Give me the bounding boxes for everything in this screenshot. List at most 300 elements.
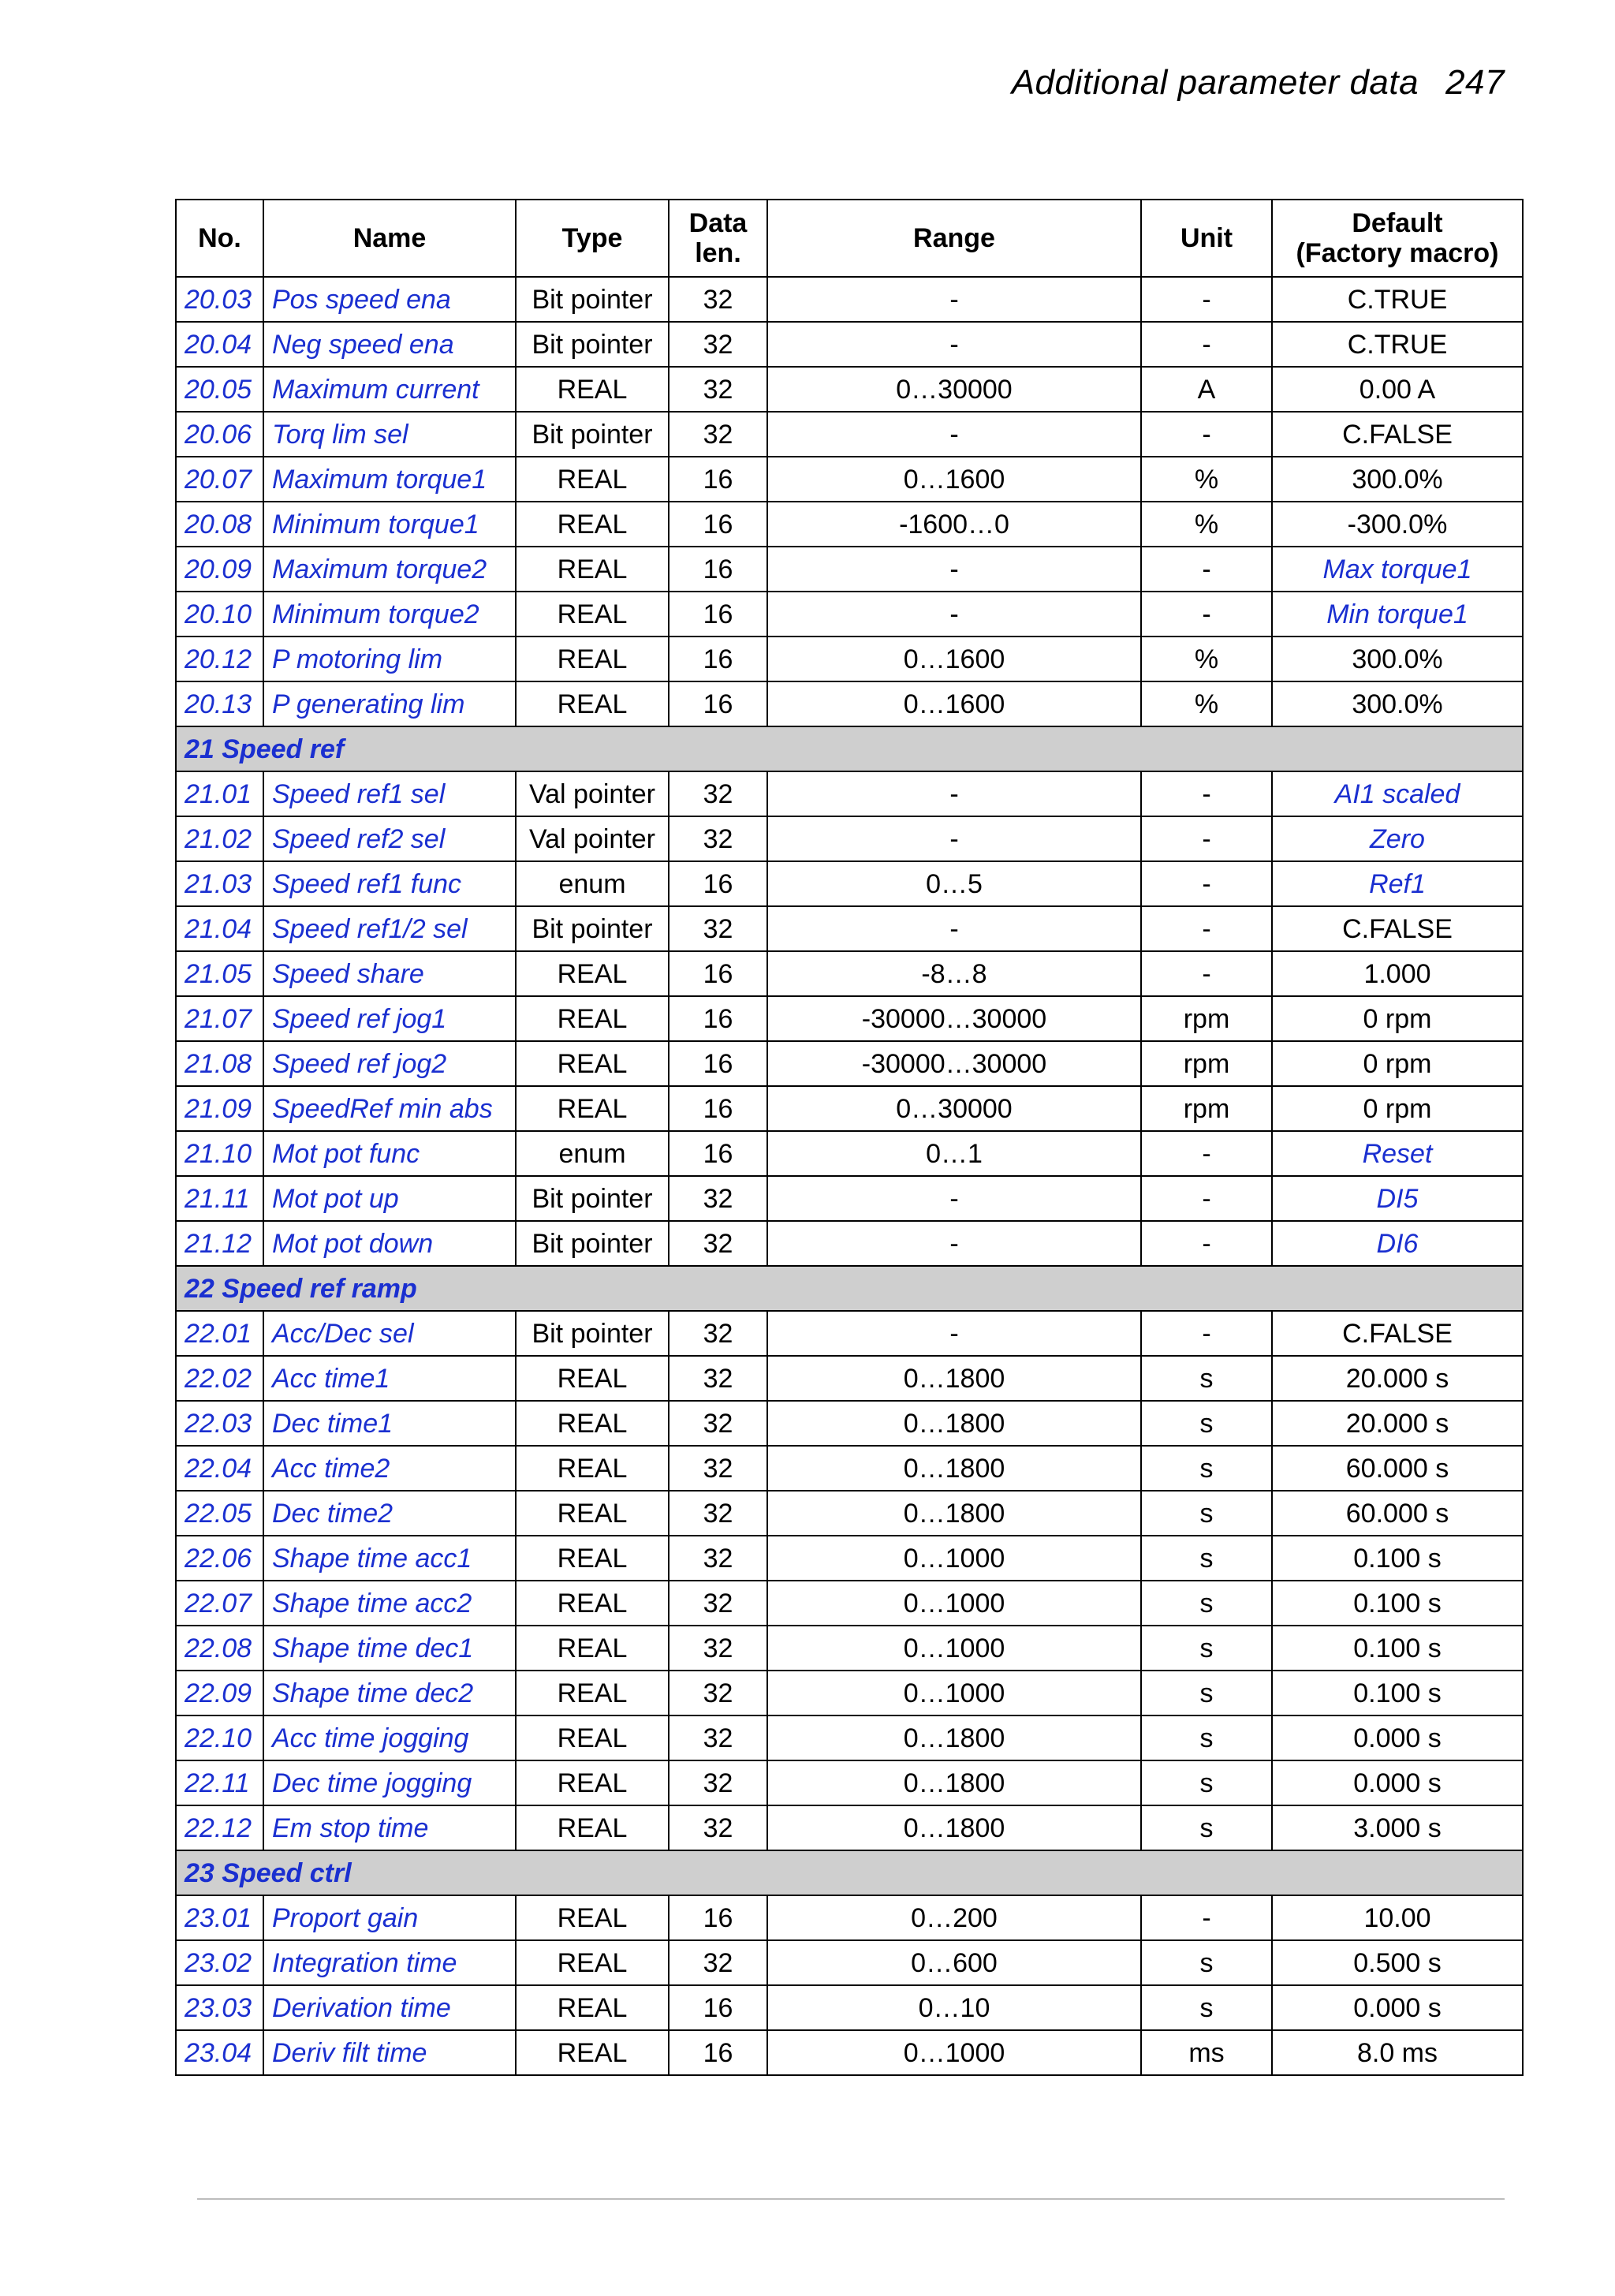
param-type: enum [516,1131,669,1176]
param-range: 0…5 [767,861,1141,906]
param-data-len: 32 [669,1626,767,1671]
param-unit: - [1141,1131,1272,1176]
table-row [176,1131,1523,1176]
param-type: REAL [516,1671,669,1715]
param-data-len: 32 [669,1805,767,1850]
param-name-link[interactable]: Shape time dec1 [263,1626,516,1671]
param-unit: - [1141,322,1272,367]
param-unit: - [1141,951,1272,996]
param-range: -30000…30000 [767,1041,1141,1086]
param-name-link[interactable]: Maximum current [263,367,516,412]
param-unit: - [1141,1221,1272,1266]
table-row [176,457,1523,502]
param-type: REAL [516,1491,669,1536]
param-number-link[interactable]: 21.02 [176,816,263,861]
param-type: REAL [516,1760,669,1805]
param-unit: % [1141,681,1272,726]
param-type: REAL [516,1895,669,1940]
param-type: REAL [516,547,669,592]
param-type: Bit pointer [516,1311,669,1356]
param-unit: ms [1141,2030,1272,2075]
param-data-len: 32 [669,412,767,457]
param-default: 0.500 s [1272,1940,1523,1985]
param-default: 8.0 ms [1272,2030,1523,2075]
param-number-link[interactable]: 23.04 [176,2030,263,2075]
param-range: - [767,1311,1141,1356]
table-row [176,1671,1523,1715]
param-number-link[interactable]: 22.11 [176,1760,263,1805]
param-data-len: 32 [669,1401,767,1446]
param-range: -30000…30000 [767,996,1141,1041]
table-row [176,502,1523,547]
param-data-len: 32 [669,1221,767,1266]
param-default: 60.000 s [1272,1446,1523,1491]
param-name-link[interactable]: Minimum torque2 [263,592,516,637]
param-number-link[interactable]: 22.02 [176,1356,263,1401]
param-range: 0…200 [767,1895,1141,1940]
param-type: REAL [516,2030,669,2075]
param-data-len: 32 [669,1446,767,1491]
param-type: REAL [516,1805,669,1850]
table-row [176,1086,1523,1131]
param-range: 0…1800 [767,1356,1141,1401]
param-name-link[interactable]: P generating lim [263,681,516,726]
param-name-link[interactable]: Dec time2 [263,1491,516,1536]
table-row [176,637,1523,681]
param-name-link[interactable]: Acc time jogging [263,1715,516,1760]
param-data-len: 32 [669,1715,767,1760]
param-unit: s [1141,1536,1272,1581]
param-number-link[interactable]: 20.09 [176,547,263,592]
param-default: 3.000 s [1272,1805,1523,1850]
param-range: 0…1600 [767,457,1141,502]
param-type: REAL [516,1356,669,1401]
param-default-link[interactable]: DI5 [1272,1176,1523,1221]
param-number-link[interactable]: 22.04 [176,1446,263,1491]
param-number-link[interactable]: 20.10 [176,592,263,637]
param-data-len: 32 [669,1311,767,1356]
param-type: Bit pointer [516,322,669,367]
table-row [176,1581,1523,1626]
param-type: Bit pointer [516,906,669,951]
param-default-link[interactable]: Zero [1272,816,1523,861]
param-type: REAL [516,457,669,502]
param-range: - [767,412,1141,457]
param-unit: s [1141,1581,1272,1626]
param-range: 0…1000 [767,2030,1141,2075]
param-data-len: 32 [669,1940,767,1985]
param-number-link[interactable]: 21.04 [176,906,263,951]
param-number-link[interactable]: 20.05 [176,367,263,412]
param-data-len: 32 [669,1671,767,1715]
param-unit: s [1141,1671,1272,1715]
param-unit: s [1141,1401,1272,1446]
page-title: Additional parameter data [1011,63,1419,102]
param-name-link[interactable]: Torq lim sel [263,412,516,457]
table-row [176,1536,1523,1581]
param-unit: s [1141,1626,1272,1671]
table-row [176,592,1523,637]
param-name-link[interactable]: Proport gain [263,1895,516,1940]
param-name-link[interactable]: Maximum torque1 [263,457,516,502]
group-header-row [176,1266,1523,1311]
param-name-link[interactable]: Speed share [263,951,516,996]
page-number: 247 [1445,63,1505,102]
param-unit: s [1141,1356,1272,1401]
param-unit: - [1141,771,1272,816]
param-type: enum [516,861,669,906]
param-default: 20.000 s [1272,1356,1523,1401]
param-range: 0…1 [767,1131,1141,1176]
param-name-link[interactable]: Speed ref2 sel [263,816,516,861]
param-type: REAL [516,1985,669,2030]
table-row [176,1805,1523,1850]
param-type: Bit pointer [516,277,669,322]
param-unit: - [1141,547,1272,592]
param-default: 0.000 s [1272,1760,1523,1805]
param-range: 0…30000 [767,367,1141,412]
param-data-len: 16 [669,996,767,1041]
param-range: 0…1800 [767,1446,1141,1491]
param-data-len: 16 [669,547,767,592]
param-range: 0…1000 [767,1671,1141,1715]
footer-divider [197,2198,1505,2200]
param-default: 0.100 s [1272,1671,1523,1715]
table-row [176,277,1523,322]
param-number-link[interactable]: 22.03 [176,1401,263,1446]
table-row [176,906,1523,951]
param-range: 0…600 [767,1940,1141,1985]
param-default: 300.0% [1272,637,1523,681]
table-row [176,1940,1523,1985]
param-unit: rpm [1141,1041,1272,1086]
page-header [1012,63,1505,103]
param-name-link[interactable]: Mot pot func [263,1131,516,1176]
param-name-link[interactable]: Deriv filt time [263,2030,516,2075]
param-name-link[interactable]: Speed ref jog2 [263,1041,516,1086]
param-number-link[interactable]: 21.11 [176,1176,263,1221]
param-name-link[interactable]: Speed ref jog1 [263,996,516,1041]
param-number-link[interactable]: 23.02 [176,1940,263,1985]
param-range: 0…1000 [767,1581,1141,1626]
param-range: 0…1800 [767,1491,1141,1536]
param-default: 20.000 s [1272,1401,1523,1446]
param-name-link[interactable]: Maximum torque2 [263,547,516,592]
param-number-link[interactable]: 20.04 [176,322,263,367]
param-range: 0…1800 [767,1715,1141,1760]
param-range: 0…1800 [767,1401,1141,1446]
param-name-link[interactable]: P motoring lim [263,637,516,681]
param-unit: - [1141,412,1272,457]
param-data-len: 16 [669,637,767,681]
param-range: -8…8 [767,951,1141,996]
param-data-len: 32 [669,1491,767,1536]
group-title: 23 Speed ctrl [176,1850,1523,1895]
param-name-link[interactable]: Mot pot down [263,1221,516,1266]
param-range: 0…1600 [767,681,1141,726]
param-range: 0…1000 [767,1536,1141,1581]
param-range: - [767,547,1141,592]
param-unit: - [1141,592,1272,637]
param-number-link[interactable]: 22.09 [176,1671,263,1715]
param-range: 0…1800 [767,1805,1141,1850]
param-name-link[interactable]: Speed ref1 func [263,861,516,906]
table-row [176,1985,1523,2030]
param-range: - [767,906,1141,951]
parameter-table [175,199,1524,2076]
param-default: 0.000 s [1272,1985,1523,2030]
param-default: 0 rpm [1272,996,1523,1041]
param-unit: - [1141,816,1272,861]
param-data-len: 32 [669,1536,767,1581]
param-type: Bit pointer [516,1176,669,1221]
table-row [176,367,1523,412]
table-row [176,996,1523,1041]
param-number-link[interactable]: 21.03 [176,861,263,906]
param-range: -1600…0 [767,502,1141,547]
table-row [176,1446,1523,1491]
param-unit: s [1141,1760,1272,1805]
param-range: 0…10 [767,1985,1141,2030]
param-default-link[interactable]: Reset [1272,1131,1523,1176]
param-name-link[interactable]: Dec time jogging [263,1760,516,1805]
param-type: REAL [516,1086,669,1131]
col-header-data-len: Data len. [669,200,767,277]
table-row [176,1311,1523,1356]
param-data-len: 16 [669,1041,767,1086]
param-default: 0.100 s [1272,1536,1523,1581]
param-number-link[interactable]: 22.07 [176,1581,263,1626]
col-header-range: Range [767,200,1141,277]
param-name-link[interactable]: Acc time2 [263,1446,516,1491]
param-unit: s [1141,1446,1272,1491]
param-name-link[interactable]: Neg speed ena [263,322,516,367]
param-number-link[interactable]: 21.05 [176,951,263,996]
param-type: REAL [516,637,669,681]
param-unit: % [1141,502,1272,547]
param-type: Bit pointer [516,1221,669,1266]
group-title: 22 Speed ref ramp [176,1266,1523,1311]
param-default-link[interactable]: DI6 [1272,1221,1523,1266]
table-row [176,1356,1523,1401]
param-data-len: 16 [669,1895,767,1940]
param-number-link[interactable]: 20.07 [176,457,263,502]
param-number-link[interactable]: 20.06 [176,412,263,457]
param-data-len: 16 [669,861,767,906]
table-row [176,1176,1523,1221]
param-number-link[interactable]: 21.08 [176,1041,263,1086]
param-data-len: 16 [669,2030,767,2075]
param-default: 300.0% [1272,457,1523,502]
param-default: C.FALSE [1272,1311,1523,1356]
param-name-link[interactable]: Shape time acc1 [263,1536,516,1581]
param-default: 0 rpm [1272,1086,1523,1131]
param-range: 0…1800 [767,1760,1141,1805]
group-header-row [176,1850,1523,1895]
param-range: 0…30000 [767,1086,1141,1131]
param-number-link[interactable]: 20.08 [176,502,263,547]
param-number-link[interactable]: 20.13 [176,681,263,726]
param-default: C.TRUE [1272,322,1523,367]
param-range: - [767,322,1141,367]
param-name-link[interactable]: Pos speed ena [263,277,516,322]
param-name-link[interactable]: Integration time [263,1940,516,1985]
param-data-len: 32 [669,322,767,367]
param-range: - [767,1221,1141,1266]
param-data-len: 32 [669,816,767,861]
param-default: C.TRUE [1272,277,1523,322]
param-type: REAL [516,681,669,726]
param-name-link[interactable]: Em stop time [263,1805,516,1850]
param-name-link[interactable]: Shape time dec2 [263,1671,516,1715]
table-row [176,1401,1523,1446]
param-unit: s [1141,1491,1272,1536]
param-type: REAL [516,1401,669,1446]
param-name-link[interactable]: Derivation time [263,1985,516,2030]
param-unit: s [1141,1940,1272,1985]
table-row [176,951,1523,996]
table-row [176,322,1523,367]
param-number-link[interactable]: 22.06 [176,1536,263,1581]
param-number-link[interactable]: 22.10 [176,1715,263,1760]
param-data-len: 32 [669,277,767,322]
param-number-link[interactable]: 21.12 [176,1221,263,1266]
param-data-len: 32 [669,771,767,816]
param-unit: - [1141,277,1272,322]
param-name-link[interactable]: Acc time1 [263,1356,516,1401]
param-range: - [767,816,1141,861]
param-number-link[interactable]: 23.01 [176,1895,263,1940]
table-row [176,771,1523,816]
param-number-link[interactable]: 22.12 [176,1805,263,1850]
param-type: REAL [516,1626,669,1671]
table-header-row [176,200,1523,277]
col-header-default: Default (Factory macro) [1272,200,1523,277]
param-data-len: 32 [669,1581,767,1626]
param-data-len: 32 [669,1760,767,1805]
group-header-row [176,726,1523,771]
param-number-link[interactable]: 21.01 [176,771,263,816]
param-unit: rpm [1141,996,1272,1041]
col-header-unit: Unit [1141,200,1272,277]
param-name-link[interactable]: Speed ref1 sel [263,771,516,816]
param-name-link[interactable]: Acc/Dec sel [263,1311,516,1356]
param-unit: s [1141,1985,1272,2030]
param-type: REAL [516,1581,669,1626]
param-number-link[interactable]: 22.05 [176,1491,263,1536]
param-range: - [767,592,1141,637]
param-default-link[interactable]: AI1 scaled [1272,771,1523,816]
param-number-link[interactable]: 20.12 [176,637,263,681]
param-type: REAL [516,1041,669,1086]
table-row [176,2030,1523,2075]
param-data-len: 16 [669,951,767,996]
param-unit: - [1141,1311,1272,1356]
param-default: 0.100 s [1272,1581,1523,1626]
table-row [176,1491,1523,1536]
param-data-len: 16 [669,502,767,547]
param-number-link[interactable]: 20.03 [176,277,263,322]
param-range: - [767,1176,1141,1221]
param-name-link[interactable]: Dec time1 [263,1401,516,1446]
param-data-len: 32 [669,367,767,412]
param-default: 0.00 A [1272,367,1523,412]
param-range: - [767,771,1141,816]
param-number-link[interactable]: 22.01 [176,1311,263,1356]
col-header-no: No. [176,200,263,277]
param-data-len: 16 [669,1131,767,1176]
param-range: 0…1000 [767,1626,1141,1671]
param-default: 1.000 [1272,951,1523,996]
table-row [176,1626,1523,1671]
table-row [176,547,1523,592]
param-unit: - [1141,906,1272,951]
table-body [176,277,1523,2075]
param-data-len: 32 [669,1176,767,1221]
param-unit: s [1141,1715,1272,1760]
param-number-link[interactable]: 21.07 [176,996,263,1041]
col-header-name: Name [263,200,516,277]
param-unit: % [1141,457,1272,502]
param-unit: - [1141,1895,1272,1940]
param-type: REAL [516,1940,669,1985]
param-data-len: 32 [669,906,767,951]
param-number-link[interactable]: 22.08 [176,1626,263,1671]
param-default: 0.000 s [1272,1715,1523,1760]
param-number-link[interactable]: 21.09 [176,1086,263,1131]
table-row [176,1895,1523,1940]
param-unit: s [1141,1805,1272,1850]
param-number-link[interactable]: 23.03 [176,1985,263,2030]
param-default: C.FALSE [1272,412,1523,457]
table-row [176,1715,1523,1760]
param-type: REAL [516,1536,669,1581]
param-name-link[interactable]: Minimum torque1 [263,502,516,547]
col-header-type: Type [516,200,669,277]
table-row [176,1041,1523,1086]
param-type: REAL [516,996,669,1041]
param-type: REAL [516,367,669,412]
param-name-link[interactable]: Speed ref1/2 sel [263,906,516,951]
group-title: 21 Speed ref [176,726,1523,771]
param-unit: - [1141,861,1272,906]
param-data-len: 16 [669,1086,767,1131]
table-row [176,1760,1523,1805]
param-name-link[interactable]: Shape time acc2 [263,1581,516,1626]
param-default-link[interactable]: Ref1 [1272,861,1523,906]
table-row [176,1221,1523,1266]
param-data-len: 32 [669,1356,767,1401]
param-default-link[interactable]: Min torque1 [1272,592,1523,637]
param-name-link[interactable]: SpeedRef min abs [263,1086,516,1131]
param-type: Bit pointer [516,412,669,457]
param-data-len: 16 [669,592,767,637]
param-type: REAL [516,951,669,996]
param-type: REAL [516,592,669,637]
param-range: 0…1600 [767,637,1141,681]
param-name-link[interactable]: Mot pot up [263,1176,516,1221]
param-unit: % [1141,637,1272,681]
param-number-link[interactable]: 21.10 [176,1131,263,1176]
param-default: 10.00 [1272,1895,1523,1940]
param-data-len: 16 [669,457,767,502]
param-type: REAL [516,1715,669,1760]
param-default: 0.100 s [1272,1626,1523,1671]
param-unit: A [1141,367,1272,412]
param-default-link[interactable]: Max torque1 [1272,547,1523,592]
param-type: REAL [516,502,669,547]
param-type: Val pointer [516,816,669,861]
